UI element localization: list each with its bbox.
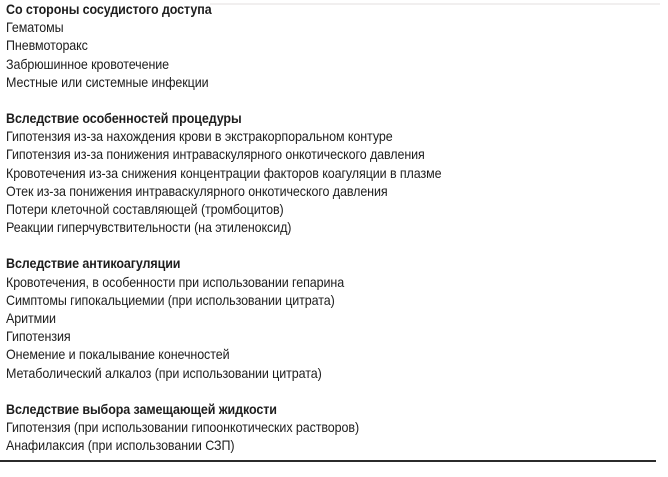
list-item: Гипотензия из-за понижения интраваскулярного онкотического давления [6, 147, 425, 163]
complications-list [6, 1, 668, 455]
list-item: Реакции гиперчувствительности (на этиленоксид) [6, 220, 292, 236]
section-vascular-access [6, 1, 668, 92]
section-anticoagulation [6, 255, 668, 382]
list-item: Гипотензия [6, 329, 71, 345]
section-heading: Вследствие выбора замещающей жидкости [6, 401, 277, 417]
list-item: Гематомы [6, 20, 64, 36]
section-heading: Вследствие антикоагуляции [6, 256, 181, 272]
list-item: Отек из-за понижения интраваскулярного онкотического давления [6, 183, 388, 199]
list-item: Симптомы гипокальциемии (при использовании цитрата) [6, 292, 335, 308]
divider [0, 460, 656, 462]
list-item: Гипотензия (при использовании гипоонкотических растворов) [6, 420, 360, 436]
list-item: Аритмии [6, 311, 56, 327]
list-item: Метаболический алкалоз (при использовании цитрата) [6, 365, 322, 381]
section-replacement-fluid [6, 401, 668, 456]
section-heading: Со стороны сосудистого доступа [6, 2, 212, 17]
list-item: Анафилаксия (при использовании СЗП) [6, 438, 235, 454]
list-item: Гипотензия из-за нахождения крови в экстракорпоральном контуре [6, 129, 393, 145]
list-item: Кровотечения, в особенности при использовании гепарина [6, 274, 345, 290]
section-procedure-features [6, 110, 668, 237]
list-item: Онемение и покалывание конечностей [6, 347, 230, 363]
list-item: Кровотечения из-за снижения концентрации факторов коагуляции в плазме [6, 165, 442, 181]
list-item: Потери клеточной составляющей (тромбоцитов) [6, 202, 284, 218]
list-item: Пневмоторакс [6, 38, 88, 54]
list-item: Местные или системные инфекции [6, 74, 209, 90]
section-heading: Вследствие особенностей процедуры [6, 111, 242, 127]
list-item: Забрюшинное кровотечение [6, 56, 170, 72]
